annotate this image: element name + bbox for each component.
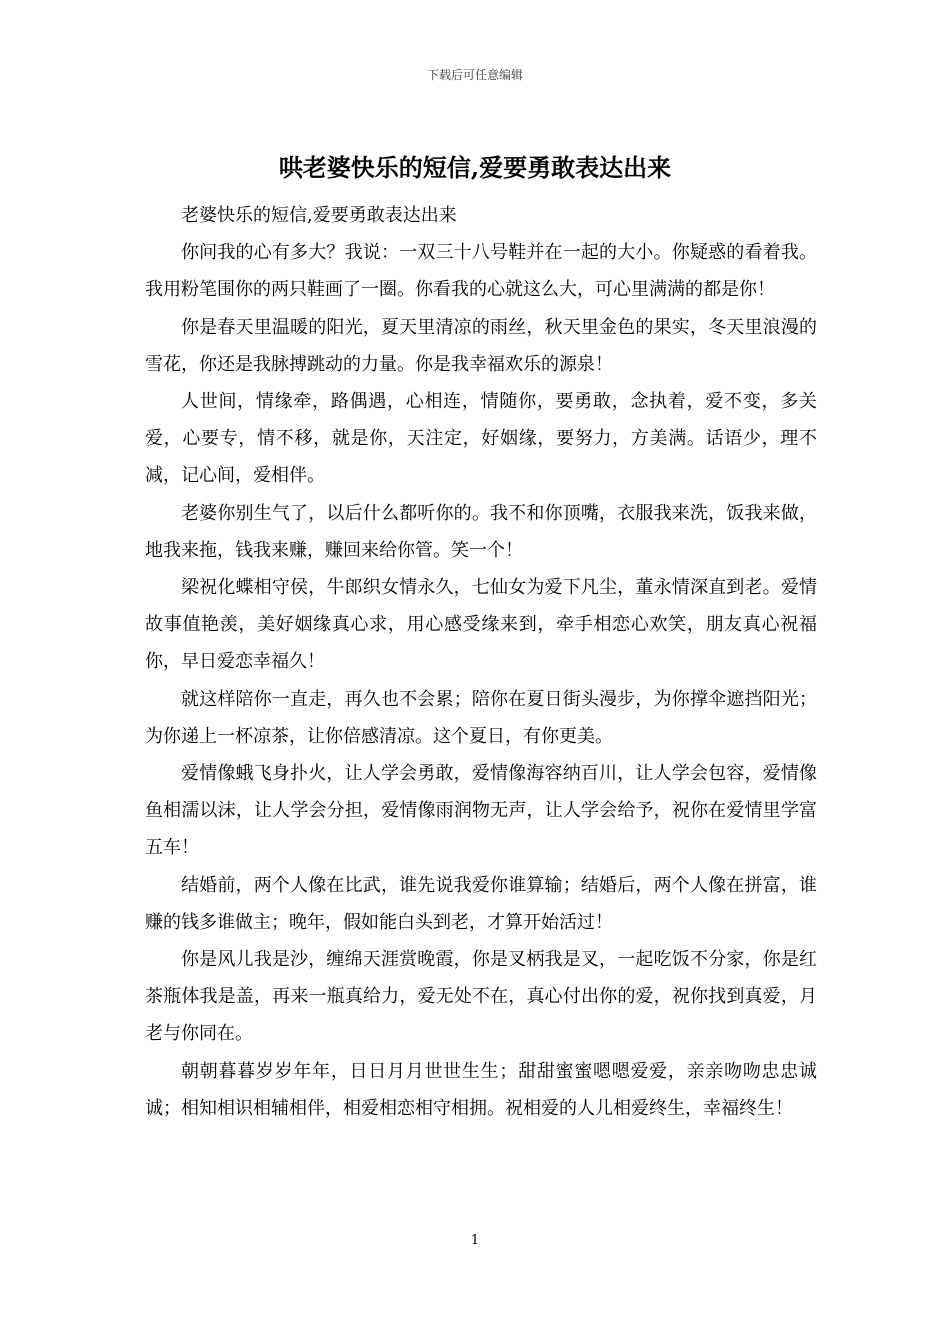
paragraph: 老婆你别生气了，以后什么都听你的。我不和你顶嘴，衣服我来洗，饭我来做，地我来拖，钱我来赚，赚回来给你管。笑一个！ [145, 502, 817, 561]
paragraph: 你是春天里温暖的阳光，夏天里清凉的雨丝，秋天里金色的果实，冬天里浪漫的雪花，你还是我脉搏跳动的力量。你是我幸福欢乐的源泉！ [145, 316, 817, 375]
header-note: 下载后可任意编辑 [426, 68, 523, 82]
paragraph: 梁祝化蝶相守侯，牛郎织女情永久，七仙女为爱下凡尘，董永情深直到老。爱情故事值艳羡，美好姻缘真心求，用心感受缘来到，牵手相恋心欢笑，朋友真心祝福你，早日爱恋幸福久！ [145, 577, 817, 673]
paragraph: 就这样陪你一直走，再久也不会累；陪你在夏日街头漫步，为你撑伞遮挡阳光；为你递上一杯凉茶，让你倍感清凉。这个夏日，有你更美。 [145, 688, 817, 747]
document-body [145, 197, 817, 1127]
paragraph: 结婚前，两个人像在比武，谁先说我爱你谁算输；结婚后，两个人像在拼富，谁赚的钱多谁做主；晚年，假如能白头到老，才算开始活过！ [145, 874, 817, 933]
paragraph: 你问我的心有多大？我说：一双三十八号鞋并在一起的大小。你疑惑的看着我。我用粉笔围你的两只鞋画了一圈。你看我的心就这么大，可心里满满的都是你！ [145, 242, 817, 301]
paragraph: 人世间，情缘牵，路偶遇，心相连，情随你，要勇敢，念执着，爱不变，多关爱，心要专，情不移，就是你，天注定，好姻缘，要努力，方美满。话语少，理不减，记心间，爱相伴。 [145, 391, 817, 487]
document-title: 哄老婆快乐的短信,爱要勇敢表达出来 [278, 153, 672, 182]
paragraph: 爱情像蛾飞身扑火，让人学会勇敢，爱情像海容纳百川，让人学会包容，爱情像鱼相濡以沫，让人学会分担，爱情像雨润物无声，让人学会给予，祝你在爱情里学富五车！ [145, 763, 817, 859]
page-number: 1 [470, 1233, 480, 1248]
paragraph-subtitle: 老婆快乐的短信,爱要勇敢表达出来 [181, 205, 457, 226]
paragraph: 你是风儿我是沙，缠绵天涯赏晚霞，你是叉柄我是叉，一起吃饭不分家，你是红茶瓶体我是盖，再来一瓶真给力，爱无处不在，真心付出你的爱，祝你找到真爱，月老与你同在。 [145, 949, 817, 1045]
paragraph: 朝朝暮暮岁岁年年，日日月月世世生生；甜甜蜜蜜嗯嗯爱爱，亲亲吻吻忠忠诚诚；相知相识相辅相伴，相爱相恋相守相拥。祝相爱的人儿相爱终生，幸福终生！ [145, 1060, 817, 1119]
